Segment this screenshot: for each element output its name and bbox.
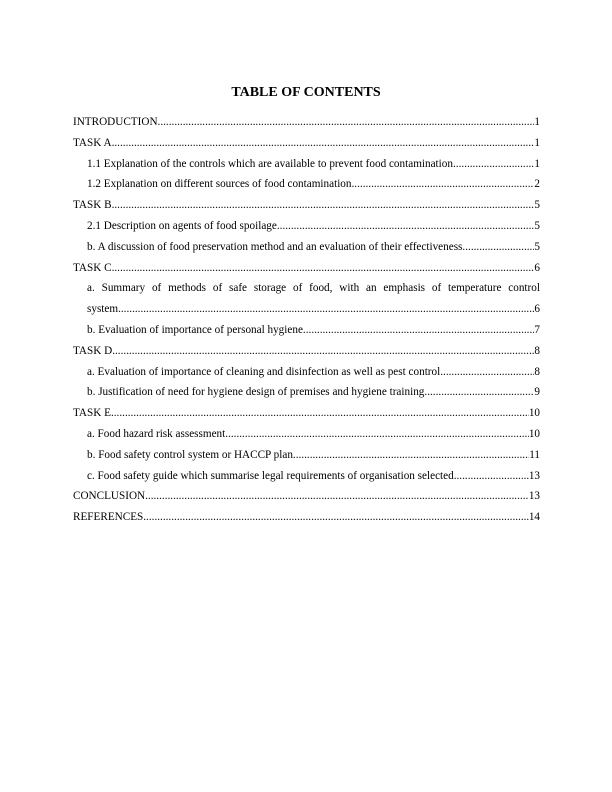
toc-entry-task-b[interactable] <box>73 195 540 216</box>
toc-leader <box>118 299 534 320</box>
toc-entry-personal-hygiene[interactable] <box>73 320 540 341</box>
toc-entry-1-1[interactable] <box>73 154 540 175</box>
toc-entry-conclusion[interactable] <box>73 486 540 507</box>
toc-entry-label: b. Justification of need for hygiene design of premises and hygiene training <box>87 386 425 399</box>
toc-leader <box>352 174 535 195</box>
toc-word: of <box>431 282 442 295</box>
toc-entry-task-d[interactable] <box>73 341 540 362</box>
toc-leader <box>145 486 529 507</box>
toc-entry-label: CONCLUSION <box>73 490 146 503</box>
toc-list <box>73 112 540 528</box>
toc-entry-task-a[interactable] <box>73 133 540 154</box>
toc-entry-label-line-2 <box>87 299 540 320</box>
toc-word: with <box>339 282 360 295</box>
toc-page-number: 13 <box>528 490 540 503</box>
toc-entry-label: TASK C <box>73 261 112 274</box>
toc-page-number: 9 <box>534 386 540 399</box>
toc-entry-hygiene-design[interactable] <box>73 382 540 403</box>
toc-entry-label-line-1 <box>87 278 540 299</box>
toc-page-number: 10 <box>528 407 540 420</box>
toc-entry-label: TASK A <box>73 136 112 149</box>
toc-leader <box>454 466 529 487</box>
toc-page-number: 6 <box>534 303 540 316</box>
toc-word: of <box>151 282 162 295</box>
toc-entry-references[interactable] <box>73 507 540 528</box>
toc-entry-safe-storage[interactable] <box>73 278 540 320</box>
toc-page-number: 11 <box>529 448 540 461</box>
toc-entry-cleaning-disinfection[interactable] <box>73 362 540 383</box>
toc-entry-2-1[interactable] <box>73 216 540 237</box>
toc-leader <box>112 258 535 279</box>
toc-page-number: 14 <box>528 511 540 524</box>
toc-entry-hazard-risk[interactable] <box>73 424 540 445</box>
toc-word: of <box>212 282 223 295</box>
toc-entry-label: INTRODUCTION <box>73 116 158 128</box>
toc-leader <box>453 154 534 175</box>
toc-entry-label: a. Evaluation of importance of cleaning and disinfection as well as pest control <box>87 365 441 378</box>
toc-entry-safety-guide[interactable] <box>73 466 540 487</box>
toc-word: Summary <box>101 282 146 295</box>
toc-word: temperature <box>448 282 502 295</box>
toc-entry-task-e[interactable] <box>73 403 540 424</box>
toc-page-number: 13 <box>528 469 540 482</box>
toc-word: emphasis <box>383 282 426 295</box>
toc-leader <box>462 237 534 258</box>
toc-entry-1-2[interactable] <box>73 174 540 195</box>
toc-entry-label: c. Food safety guide which summarise legal requirements of organisation selected <box>87 469 454 482</box>
toc-leader <box>277 216 535 237</box>
toc-leader <box>112 133 535 154</box>
toc-entry-label: a. Food hazard risk assessment <box>87 427 226 440</box>
toc-entry-label: TASK E <box>73 407 111 420</box>
toc-word: food, <box>309 282 333 295</box>
toc-entry-label: REFERENCES <box>73 511 144 524</box>
toc-entry-introduction[interactable] <box>73 112 540 133</box>
toc-word: methods <box>168 282 207 295</box>
toc-page-number: 8 <box>534 344 540 357</box>
toc-leader <box>440 362 534 383</box>
toc-entry-label: 1.1 Explanation of the controls which are available to prevent food contamination <box>87 157 453 170</box>
toc-page-number: 8 <box>534 365 540 378</box>
toc-entry-label: 2.1 Description on agents of food spoilage <box>87 219 277 232</box>
toc-entry-label: b. Evaluation of importance of personal hygiene <box>87 323 303 336</box>
toc-page-number: 5 <box>534 199 540 212</box>
toc-page-number: 1 <box>534 157 540 170</box>
toc-entry-label: TASK B <box>73 199 112 212</box>
toc-leader <box>225 424 529 445</box>
toc-word: safe <box>229 282 248 295</box>
toc-leader <box>293 445 529 466</box>
toc-page-number: 10 <box>528 427 540 440</box>
toc-entry-label: 1.2 Explanation on different sources of food contamination <box>87 178 352 191</box>
toc-leader <box>143 507 529 528</box>
toc-entry-label: TASK D <box>73 344 113 357</box>
toc-word: a. <box>87 282 95 295</box>
toc-entry-label: system <box>87 303 119 316</box>
toc-leader <box>111 403 529 424</box>
toc-page-number: 1 <box>534 116 540 128</box>
toc-page-number: 2 <box>534 178 540 191</box>
toc-page-number: 1 <box>534 136 540 149</box>
toc-word: control <box>508 282 540 295</box>
toc-word: of <box>292 282 303 295</box>
toc-leader <box>112 195 535 216</box>
toc-leader <box>424 382 534 403</box>
toc-page-number: 5 <box>534 240 540 253</box>
toc-page-number: 5 <box>534 219 540 232</box>
toc-entry-label: b. Food safety control system or HACCP plan <box>87 448 293 461</box>
toc-word: storage <box>253 282 287 295</box>
toc-leader <box>303 320 534 341</box>
toc-entry-food-preservation[interactable] <box>73 237 540 258</box>
toc-page-number: 6 <box>534 261 540 274</box>
toc-word: an <box>366 282 377 295</box>
toc-leader <box>112 341 534 362</box>
toc-title: TABLE OF CONTENTS <box>231 85 381 100</box>
toc-entry-label: b. A discussion of food preservation method and an evaluation of their effectiveness <box>87 240 463 253</box>
toc-page-number: 7 <box>534 323 540 336</box>
toc-entry-haccp[interactable] <box>73 445 540 466</box>
toc-leader <box>158 112 535 133</box>
toc-entry-task-c[interactable] <box>73 258 540 279</box>
